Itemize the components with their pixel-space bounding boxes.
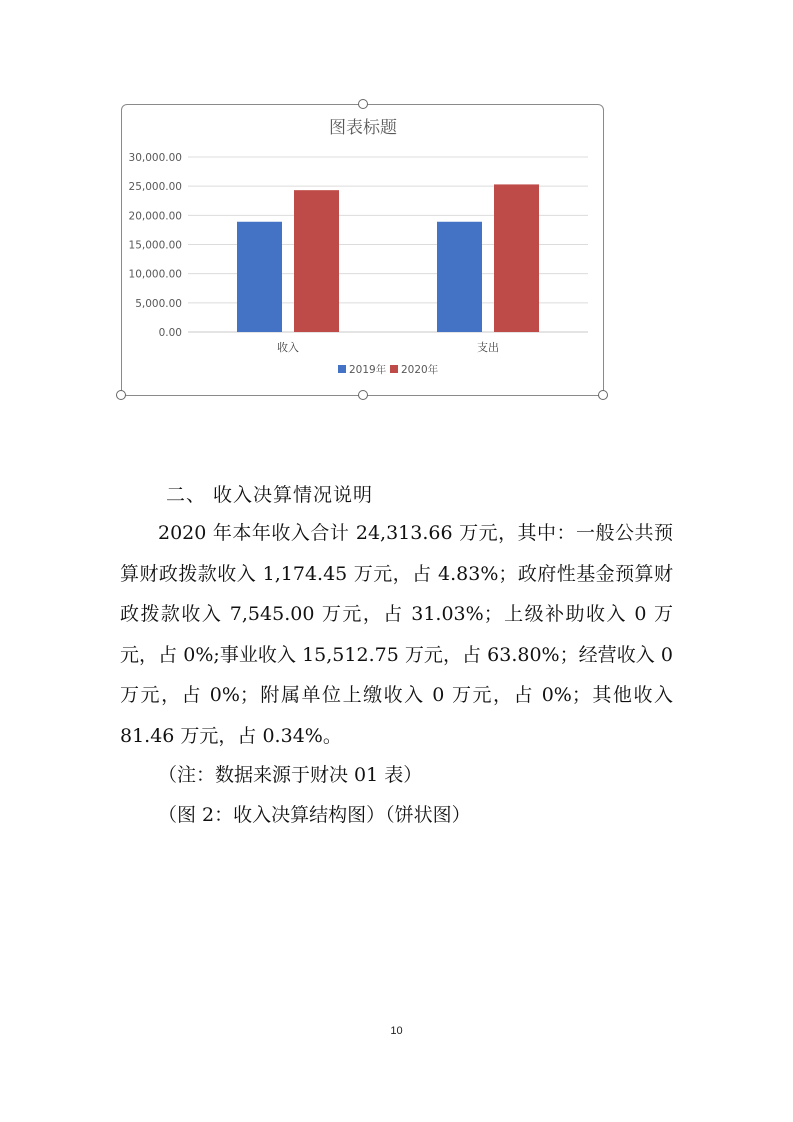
bar-2020年-收入[interactable] — [294, 190, 339, 332]
y-tick-label: 25,000.00 — [128, 181, 182, 194]
y-tick-label: 15,000.00 — [128, 239, 182, 252]
section-heading: 二、 收入决算情况说明 — [166, 484, 374, 506]
income-summary-paragraph: 2020 年本年收入合计 24,313.66 万元，其中：一般公共预算财政拨款收入 1,174.45 万元，占 4.83%；政府性基金预算财政拨款收入 7,545.00 万元，占 31.03%；上级补助收入 0 万元，占 0%;事业收入 15,512.75 万元，占 63.80%；经营收入 0 万元，占 0%；附属单位上缴收入 0 万元，占 0%；其他收入 81.46 万元，占 0.34%。 — [120, 522, 673, 747]
legend-label: 2020年 — [401, 364, 439, 376]
resize-handle-bottom-right[interactable] — [598, 390, 608, 400]
resize-handle-bottom[interactable] — [358, 390, 368, 400]
bar-chart — [122, 105, 605, 397]
figure-caption: （图 2：收入决算结构图）（饼状图） — [158, 804, 471, 826]
x-tick-label: 支出 — [477, 341, 499, 354]
chart-title: 图表标题 — [329, 118, 397, 138]
y-tick-label: 0.00 — [158, 327, 182, 339]
bar-2019年-收入[interactable] — [237, 222, 282, 332]
y-tick-label: 30,000.00 — [128, 152, 182, 164]
y-tick-label: 5,000.00 — [135, 297, 182, 310]
resize-handle-bottom-left[interactable] — [116, 390, 126, 400]
bar-2020年-支出[interactable] — [494, 184, 539, 332]
y-tick-label: 10,000.00 — [128, 268, 182, 281]
chart-container[interactable] — [121, 104, 604, 396]
data-source-note: （注：数据来源于财决 01 表） — [158, 764, 423, 786]
legend-label: 2019年 — [349, 364, 387, 376]
y-tick-label: 20,000.00 — [128, 210, 182, 223]
legend-swatch — [338, 365, 346, 373]
page-number: 10 — [390, 1025, 403, 1037]
x-tick-label: 收入 — [277, 341, 299, 354]
resize-handle-top[interactable] — [358, 99, 368, 109]
bar-2019年-支出[interactable] — [437, 222, 482, 332]
legend-swatch — [390, 365, 398, 373]
